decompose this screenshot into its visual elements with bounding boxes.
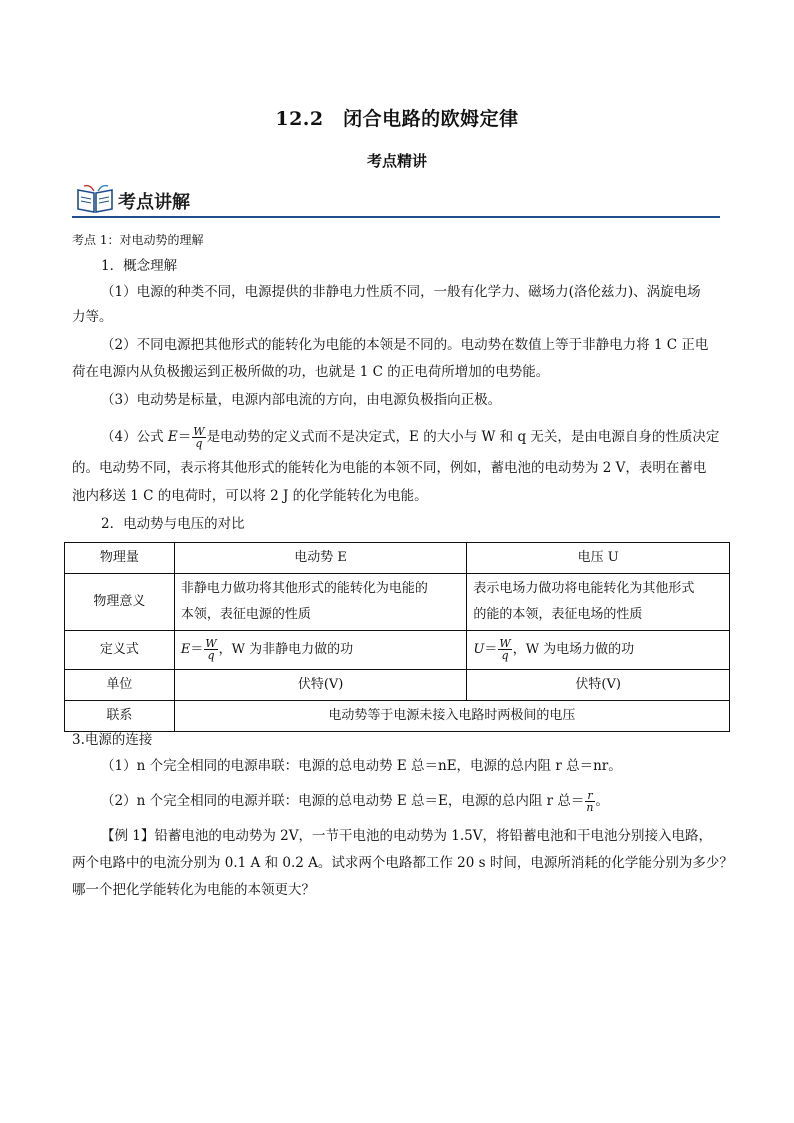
section-3-heading: 3.电源的连接 <box>72 732 153 748</box>
equals-sign: ＝ <box>190 642 204 657</box>
comparison-table <box>64 542 730 732</box>
section-2-heading: 2．电动势与电压的对比 <box>101 516 245 532</box>
fraction-numerator: W <box>499 637 511 650</box>
table-cell <box>467 574 730 631</box>
table-header: 电动势 E <box>174 543 467 574</box>
table-row <box>65 631 730 670</box>
table-row <box>65 543 730 574</box>
page-title: 12.2 闭合电路的欧姆定律 <box>275 108 519 130</box>
table-cell: 伏特(V) <box>467 670 730 701</box>
para-4-line-2: 的。电动势不同，表示将其他形式的能转化为电能的本领不同，例如，蓄电池的电动势为 2 V，表明在蓄电 <box>72 460 707 476</box>
emf-symbol: E <box>167 429 178 445</box>
banner-label: 考点讲解 <box>118 192 190 213</box>
series-rule: （1）n 个完全相同的电源串联：电源的总电动势 E 总＝nE，电源的总内阻 r 总＝nr。 <box>101 758 622 774</box>
para-4-line-1 <box>101 426 719 449</box>
example-line-3: 哪一个把化学能转化为电能的本领更大？ <box>72 882 315 898</box>
fraction-denominator: q <box>195 437 203 450</box>
parallel-rule-end: 。 <box>595 793 609 809</box>
table-cell: 联系 <box>65 701 175 732</box>
table-header: 物理量 <box>65 543 175 574</box>
table-cell: 伏特(V) <box>174 670 467 701</box>
section-1-heading: 1．概念理解 <box>101 258 178 274</box>
fraction-numerator: W <box>193 425 205 438</box>
para-1-line-1: （1）电源的种类不同，电源提供的非静电力性质不同，一般有化学力、磁场力(洛伦兹力)、涡旋电场 <box>101 284 701 300</box>
table-row <box>65 670 730 701</box>
para-4-suffix: 是电动势的定义式而不是决定式，E 的大小与 W 和 q 无关，是由电源自身的性质决定 <box>206 429 720 445</box>
emf-symbol: E <box>180 642 191 657</box>
para-4-line-3: 池内移送 1 C 的电荷时，可以将 2 J 的化学能转化为电能。 <box>72 488 428 504</box>
fraction-numerator: r <box>587 789 593 802</box>
equals-sign: ＝ <box>484 642 498 657</box>
parallel-rule <box>101 790 609 813</box>
page-subtitle: 考点精讲 <box>366 152 427 170</box>
para-4-prefix: （4）公式 <box>101 429 168 445</box>
table-row <box>65 701 730 732</box>
para-2-line-1: （2）不同电源把其他形式的能转化为电能的本领是不同的。电动势在数值上等于非静电力将 1 C 正电 <box>101 337 709 353</box>
emf-fraction <box>192 426 205 449</box>
para-3: （3）电动势是标量，电源内部电流的方向，由电源负极指向正极。 <box>101 392 502 408</box>
fraction-denominator: n <box>586 801 594 814</box>
point-heading: 考点 1：对电动势的理解 <box>72 233 204 247</box>
table-cell: 单位 <box>65 670 175 701</box>
para-2-line-2: 荷在电源内从负极搬运到正极所做的功，也就是 1 C 的正电荷所增加的电势能。 <box>72 364 550 380</box>
book-icon <box>76 184 114 214</box>
voltage-symbol: U <box>473 642 485 657</box>
cell-line: 本领，表征电源的性质 <box>180 607 311 622</box>
table-row <box>65 574 730 631</box>
fraction-denominator: q <box>501 649 509 662</box>
table-header: 电压 U <box>467 543 730 574</box>
parallel-rule-text: （2）n 个完全相同的电源并联：电源的总电动势 E 总＝E，电源的总内阻 r 总＝ <box>101 793 585 809</box>
para-1-line-2: 力等。 <box>72 309 113 325</box>
definition-text: ，W 为电场力做的功 <box>512 642 635 657</box>
fraction-numerator: W <box>205 637 217 650</box>
voltage-fraction <box>498 638 511 661</box>
definition-text: ，W 为非静电力做的功 <box>218 642 354 657</box>
section-banner <box>72 180 720 220</box>
table-cell: 定义式 <box>65 631 175 670</box>
table-cell: 物理意义 <box>65 574 175 631</box>
emf-fraction <box>204 638 217 661</box>
table-cell: 电动势等于电源未接入电路时两极间的电压 <box>174 701 729 732</box>
resistance-fraction <box>585 790 594 813</box>
banner-divider <box>72 216 720 218</box>
example-line-1: 【例 1】铅蓄电池的电动势为 2V，一节干电池的电动势为 1.5V，将铅蓄电池和干电池分别接入电路， <box>101 828 713 844</box>
fraction-denominator: q <box>207 649 215 662</box>
table-cell <box>174 574 467 631</box>
table-cell <box>174 631 467 670</box>
cell-line: 表示电场力做功将电能转化为其他形式 <box>473 581 695 596</box>
equals-sign: ＝ <box>177 429 192 445</box>
table-cell <box>467 631 730 670</box>
cell-line: 非静电力做功将其他形式的能转化为电能的 <box>180 581 428 596</box>
cell-line: 的能的本领，表征电场的性质 <box>473 607 643 622</box>
example-line-2: 两个电路中的电流分别为 0.1 A 和 0.2 A。试求两个电路都工作 20 s 时间，电源所消耗的化学能分别为多少？ <box>72 855 733 871</box>
